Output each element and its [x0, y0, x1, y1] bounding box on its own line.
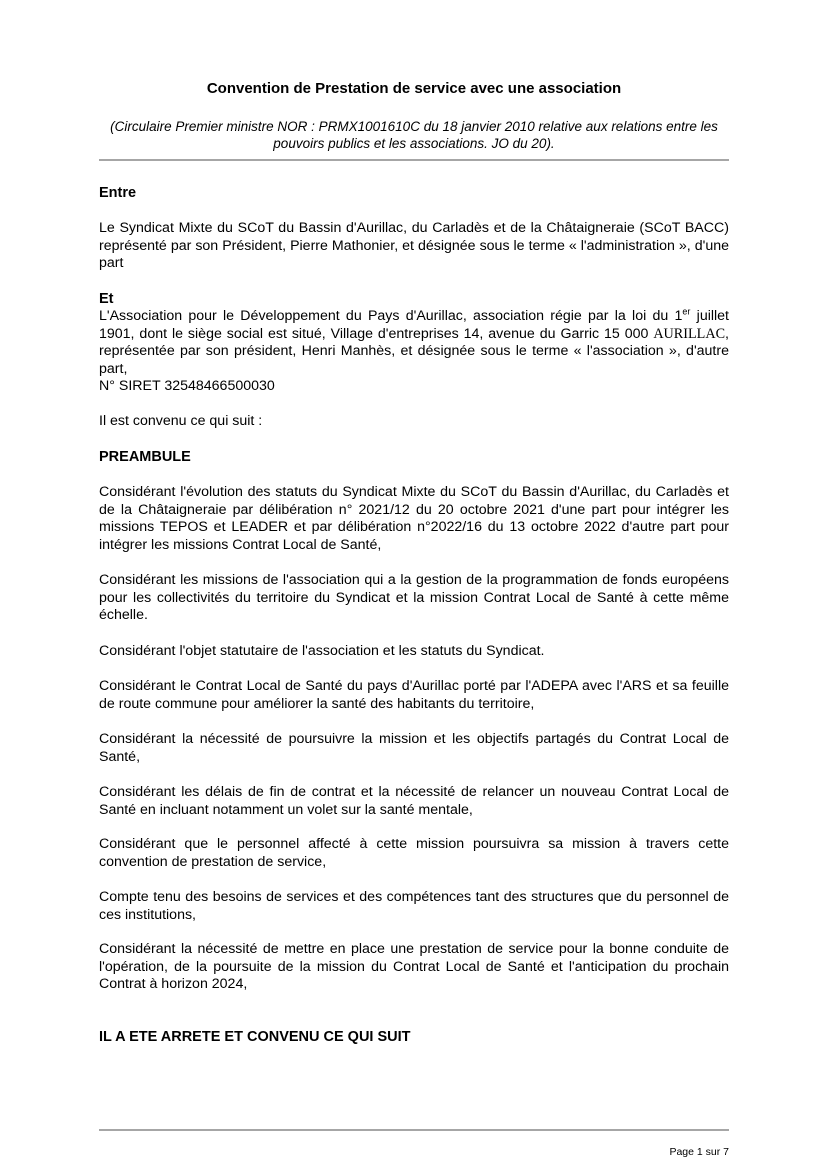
considerant-paragraph: Considérant le Contrat Local de Santé du pays d'Aurillac porté par l'ADEPA avec l'ARS et sa feuille de route commune pour améliorer la santé des habitants du territoire,: [99, 678, 729, 712]
document-subtitle: [99, 118, 729, 152]
considerant-paragraph: Considérant que le personnel affecté à cette mission poursuivra sa mission à travers cette convention de prestation de service,: [99, 836, 729, 870]
subtitle-line-1: (Circulaire Premier ministre NOR : PRMX1001610C du 18 janvier 2010 relative aux relations entre les: [110, 119, 718, 134]
party-association-city: AURILLAC: [653, 325, 726, 342]
considerant-paragraph: Considérant l'évolution des statuts du Syndicat Mixte du SCoT du Bassin d'Aurillac, du Carladès et de la Châtaigneraie par délibération n° 2021/12 du 20 octobre 2021 d'une part pour intégrer les missions TEPOS et LEADER et par délibération n°2022/16 du 13 octobre 2022 d'autre part pour intégrer les missions Contrat Local de Santé,: [99, 484, 729, 553]
preambule-heading: PREAMBULE: [99, 449, 191, 465]
considerant-paragraph: Considérant la nécessité de mettre en place une prestation de service pour la bonne conduite de l'opération, de la poursuite de la mission du Contrat Local de Santé et l'anticipation du prochain Contrat à horizon 2024,: [99, 941, 729, 992]
considerant-paragraph: Compte tenu des besoins de services et des compétences tant des structures que du personnel de ces institutions,: [99, 889, 729, 923]
party-association: [99, 308, 729, 378]
party-administration: Le Syndicat Mixte du SCoT du Bassin d'Aurillac, du Carladès et de la Châtaigneraie (SCoT BACC) représenté par son Président, Pierre Mathonier, et désignée sous le terme « l'administration », d'une part: [99, 220, 729, 271]
considerant-paragraph: Considérant la nécessité de poursuivre la mission et les objectifs partagés du Contrat Local de Santé,: [99, 731, 729, 765]
header-divider: [99, 159, 729, 161]
party-association-superscript: er: [682, 306, 691, 317]
arrete-heading: IL A ETE ARRETE ET CONVENU CE QUI SUIT: [99, 1029, 411, 1045]
et-heading: Et: [99, 291, 114, 307]
siret-number: N° SIRET 32548466500030: [99, 378, 275, 394]
considerant-paragraph: Considérant les missions de l'association qui a la gestion de la programmation de fonds européens pour les collectivités du territoire du Syndicat et la mission Contrat Local de Santé à cette même échelle.: [99, 572, 729, 623]
document-title: Convention de Prestation de service avec une association: [206, 80, 622, 97]
considerant-paragraph: Considérant les délais de fin de contrat et la nécessité de relancer un nouveau Contrat Local de Santé en incluant notamment un volet sur la santé mentale,: [99, 784, 729, 818]
party-association-text-1: L'Association pour le Développement du Pays d'Aurillac, association régie par la loi du 1: [99, 308, 683, 324]
page-number: Page 1 sur 7: [669, 1146, 729, 1158]
entre-heading: Entre: [99, 185, 137, 201]
convenu-statement: Il est convenu ce qui suit :: [99, 413, 263, 429]
footer-divider: [99, 1129, 729, 1131]
subtitle-line-2: pouvoirs publics et les associations. JO du 20).: [273, 136, 555, 151]
considerant-paragraph: Considérant l'objet statutaire de l'association et les statuts du Syndicat.: [99, 643, 545, 659]
party-association-text-2: juillet 1901, dont le siège social est situé, Village d'entreprises 14, avenue du Garric 15 000: [99, 308, 729, 342]
party-association-text-3: , représentée par son président, Henri Manhès, et désignée sous le terme « l'association », d'autre part,: [99, 325, 729, 377]
